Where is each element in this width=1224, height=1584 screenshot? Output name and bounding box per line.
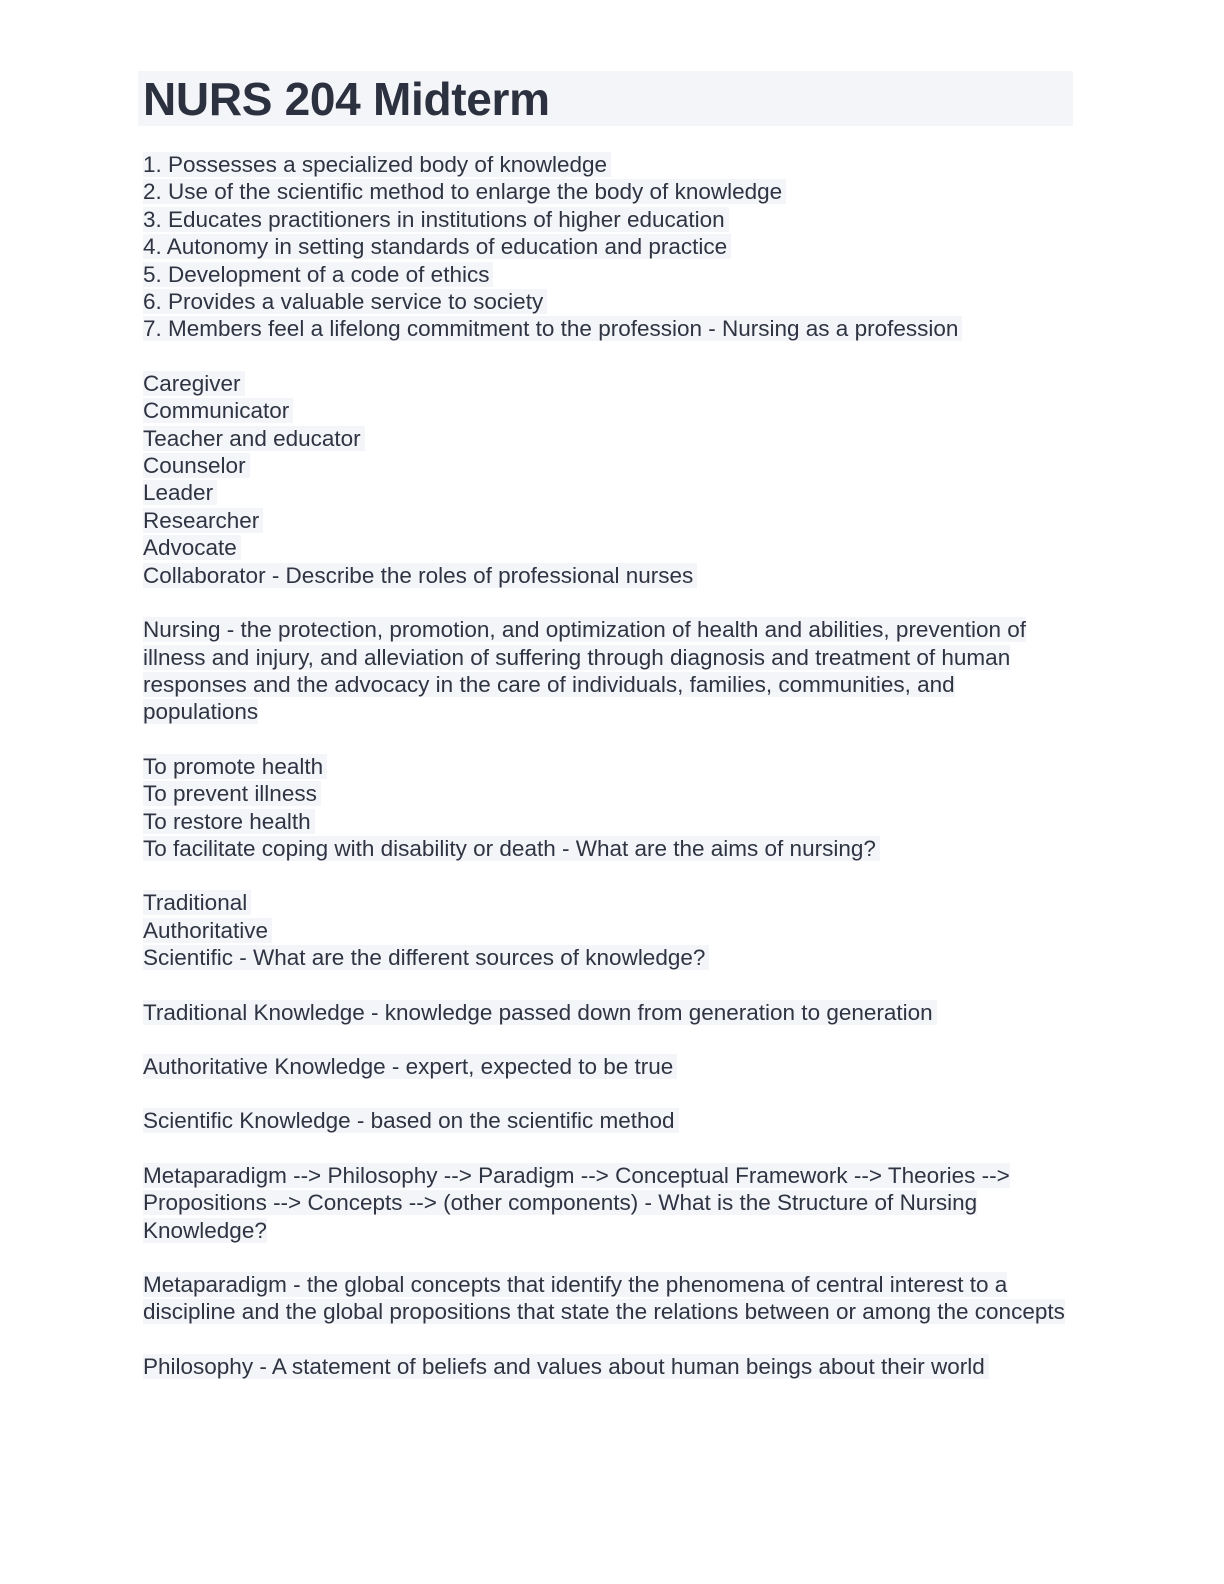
page-title: NURS 204 Midterm	[143, 73, 550, 125]
flashcard-entry	[138, 1353, 1073, 1380]
text-paragraph: Metaparadigm --> Philosophy --> Paradigm --> Conceptual Framework --> Theories --> Propositions --> Concepts --> (other components) - What is the Structure of Nursing Knowledge?	[143, 1162, 1010, 1243]
document-page	[138, 71, 1073, 1379]
flashcard-entry	[138, 616, 1073, 726]
text-line: 4. Autonomy in setting standards of education and practice	[138, 233, 1073, 260]
text-line: 6. Provides a valuable service to society	[138, 288, 1073, 315]
text-line: Communicator	[138, 397, 1073, 424]
flashcard-entry	[138, 370, 1073, 589]
text-line: Scientific Knowledge - based on the scientific method	[138, 1107, 1073, 1134]
text-line: Teacher and educator	[138, 425, 1073, 452]
flashcard-entry	[138, 889, 1073, 971]
text-paragraph: Nursing - the protection, promotion, and optimization of health and abilities, prevention of illness and injury, and alleviation of suffering through diagnosis and treatment of human responses and the advocacy in the care of individuals, families, communities, and populations	[143, 617, 1027, 725]
text-line: Authoritative Knowledge - expert, expected to be true	[138, 1053, 1073, 1080]
flashcard-list	[138, 151, 1073, 1407]
flashcard-entry	[138, 753, 1073, 863]
title-bar	[138, 71, 1073, 126]
flashcard-entry	[138, 1053, 1073, 1080]
text-line: 2. Use of the scientific method to enlarge the body of knowledge	[138, 178, 1073, 205]
text-line: Researcher	[138, 507, 1073, 534]
text-line: Authoritative	[138, 917, 1073, 944]
text-line: Traditional Knowledge - knowledge passed down from generation to generation	[138, 999, 1073, 1026]
flashcard-entry	[138, 1271, 1073, 1326]
text-line: 3. Educates practitioners in institutions of higher education	[138, 206, 1073, 233]
text-line: To facilitate coping with disability or death - What are the aims of nursing?	[138, 835, 1073, 862]
flashcard-entry	[138, 1107, 1073, 1134]
flashcard-entry	[138, 999, 1073, 1026]
text-line: 7. Members feel a lifelong commitment to the profession - Nursing as a profession	[138, 315, 1073, 342]
flashcard-entry	[138, 151, 1073, 343]
text-line: To restore health	[138, 808, 1073, 835]
text-line: Caregiver	[138, 370, 1073, 397]
text-line: Counselor	[138, 452, 1073, 479]
text-line: Collaborator - Describe the roles of professional nurses	[138, 562, 1073, 589]
text-line: Leader	[138, 479, 1073, 506]
text-line: Advocate	[138, 534, 1073, 561]
flashcard-entry	[138, 1162, 1073, 1244]
text-line: 5. Development of a code of ethics	[138, 261, 1073, 288]
text-line: To prevent illness	[138, 780, 1073, 807]
text-line: 1. Possesses a specialized body of knowledge	[138, 151, 1073, 178]
text-line: Philosophy - A statement of beliefs and values about human beings about their world	[138, 1353, 1073, 1380]
text-line: Scientific - What are the different sources of knowledge?	[138, 944, 1073, 971]
text-line: Traditional	[138, 889, 1073, 916]
text-paragraph: Metaparadigm - the global concepts that identify the phenomena of central interest to a discipline and the global propositions that state the relations between or among the concepts	[143, 1272, 1065, 1325]
text-line: To promote health	[138, 753, 1073, 780]
